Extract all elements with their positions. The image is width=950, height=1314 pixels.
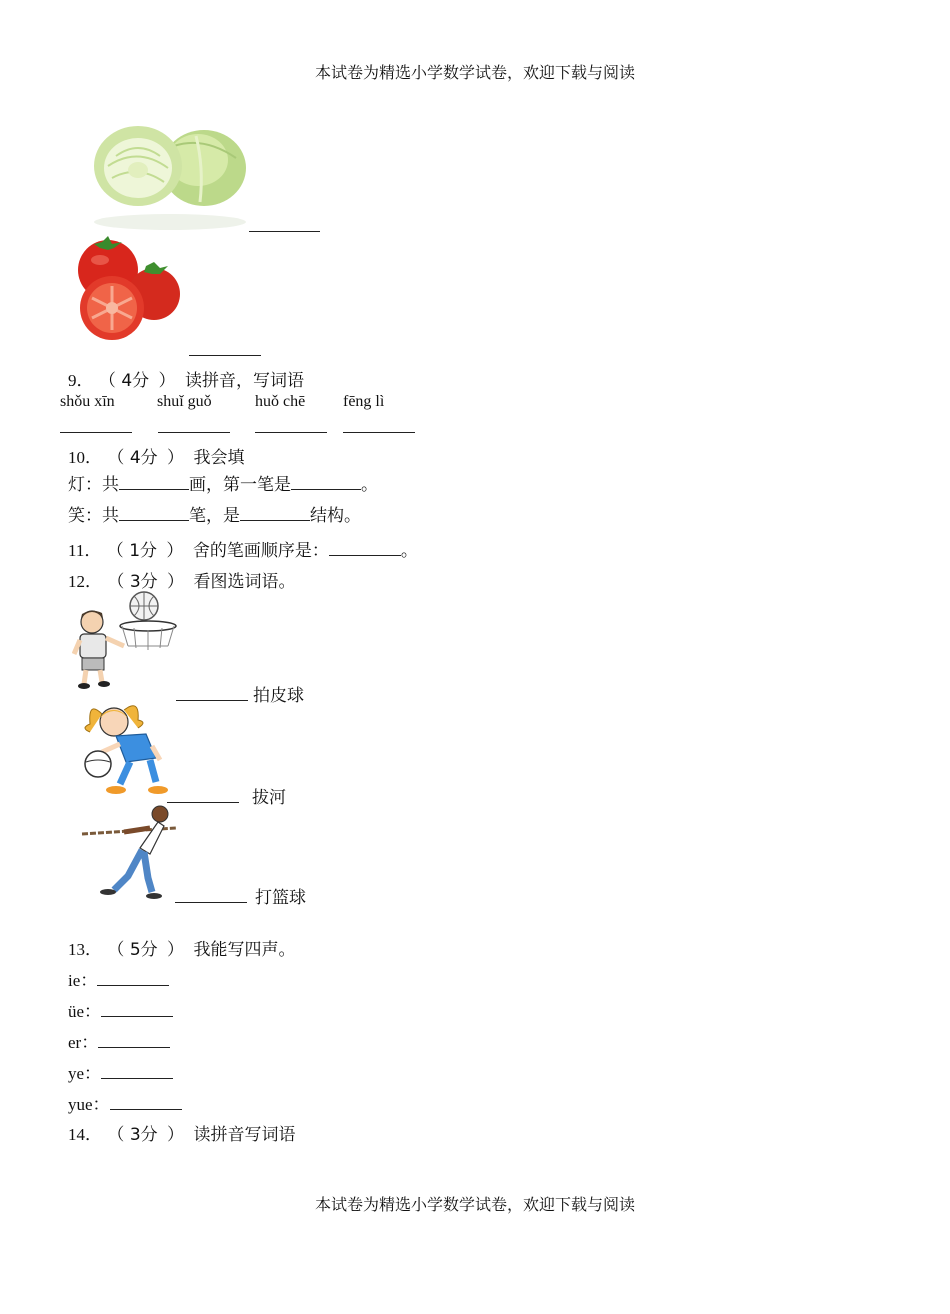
question-11: 11． （ 1分 ） 舍的笔画顺序是： 。: [68, 541, 418, 561]
pinyin-item: huǒ chē: [255, 393, 306, 410]
question-prompt: 读拼音，写词语: [184, 371, 304, 391]
question-10: 10． （ 4分 ） 我会填: [68, 448, 245, 468]
pinyin-item: shǒu xīn: [60, 393, 115, 410]
page-header: 本试卷为精选小学数学试卷，欢迎下载与阅读: [314, 63, 635, 82]
ball-bouncing-girl-image: [76, 700, 168, 800]
question-12: 12． （ 3分 ） 看图选词语。: [68, 572, 296, 592]
question-number: 13．: [68, 940, 102, 959]
question-score: 4分: [129, 448, 158, 468]
question-prompt: 看图选词语。: [193, 572, 296, 592]
answer-blank[interactable]: [176, 686, 248, 701]
question-prompt: 我会填: [193, 448, 245, 468]
option-label: 拔河: [252, 788, 286, 808]
answer-blank[interactable]: [240, 506, 310, 521]
answer-blank[interactable]: [110, 1095, 182, 1110]
tug-of-war-image: [80, 804, 178, 900]
question-score: 3分: [129, 572, 158, 592]
answer-blank[interactable]: [101, 1002, 173, 1017]
q10-line-1: 灯：共 画，第一笔是 。: [68, 475, 378, 495]
q12-option-1: [176, 681, 304, 706]
question-score: 4分: [121, 371, 150, 391]
q13-item: er：: [68, 1028, 170, 1053]
answer-blank[interactable]: [119, 506, 189, 521]
question-prompt: 舍的笔画顺序是：: [192, 541, 329, 561]
answer-blank[interactable]: [101, 1064, 173, 1079]
question-score: 5分: [129, 940, 158, 960]
option-label: 拍皮球: [253, 686, 304, 706]
pinyin-item: shuǐ guǒ: [157, 393, 212, 410]
question-number: 11．: [68, 541, 102, 560]
question-9: 9． （ 4分 ） 读拼音，写词语: [68, 371, 304, 391]
question-number: 14．: [68, 1125, 102, 1144]
q13-item: yue：: [68, 1090, 182, 1115]
cabbage-image: [86, 106, 250, 232]
q13-item: ye：: [68, 1059, 173, 1084]
question-prompt: 我能写四声。: [193, 940, 296, 960]
question-14: 14． （ 3分 ） 读拼音写词语: [68, 1125, 296, 1145]
q12-option-2: [167, 783, 286, 808]
question-number: 9．: [68, 371, 94, 390]
question-number: 12．: [68, 572, 102, 591]
question-score: 1分: [129, 541, 158, 561]
answer-blank[interactable]: [119, 475, 189, 490]
answer-blank[interactable]: [60, 418, 132, 433]
q13-item: ie：: [68, 966, 169, 991]
tomato-image: [72, 236, 184, 346]
option-label: 打篮球: [255, 888, 306, 908]
q12-option-3: [175, 883, 306, 908]
question-number: 10．: [68, 448, 102, 467]
answer-blank[interactable]: [329, 541, 401, 556]
q13-item: üe：: [68, 997, 173, 1022]
answer-blank[interactable]: [175, 888, 247, 903]
question-prompt: 读拼音写词语: [193, 1125, 296, 1145]
q10-line-2: 笑：共 笔，是 结构。: [68, 506, 361, 526]
page-footer: 本试卷为精选小学数学试卷，欢迎下载与阅读: [314, 1195, 635, 1214]
answer-blank[interactable]: [98, 1033, 170, 1048]
answer-blank-tomato[interactable]: [189, 341, 261, 356]
answer-blank-cabbage[interactable]: [249, 217, 320, 232]
answer-blank[interactable]: [158, 418, 230, 433]
pinyin-item: fēng lì: [343, 393, 385, 410]
answer-blank[interactable]: [167, 788, 239, 803]
answer-blank[interactable]: [343, 418, 415, 433]
question-score: 3分: [129, 1125, 158, 1145]
basketball-boy-image: [72, 588, 180, 692]
answer-blank[interactable]: [97, 971, 169, 986]
question-13: 13． （ 5分 ） 我能写四声。: [68, 940, 296, 960]
answer-blank[interactable]: [291, 475, 361, 490]
answer-blank[interactable]: [255, 418, 327, 433]
